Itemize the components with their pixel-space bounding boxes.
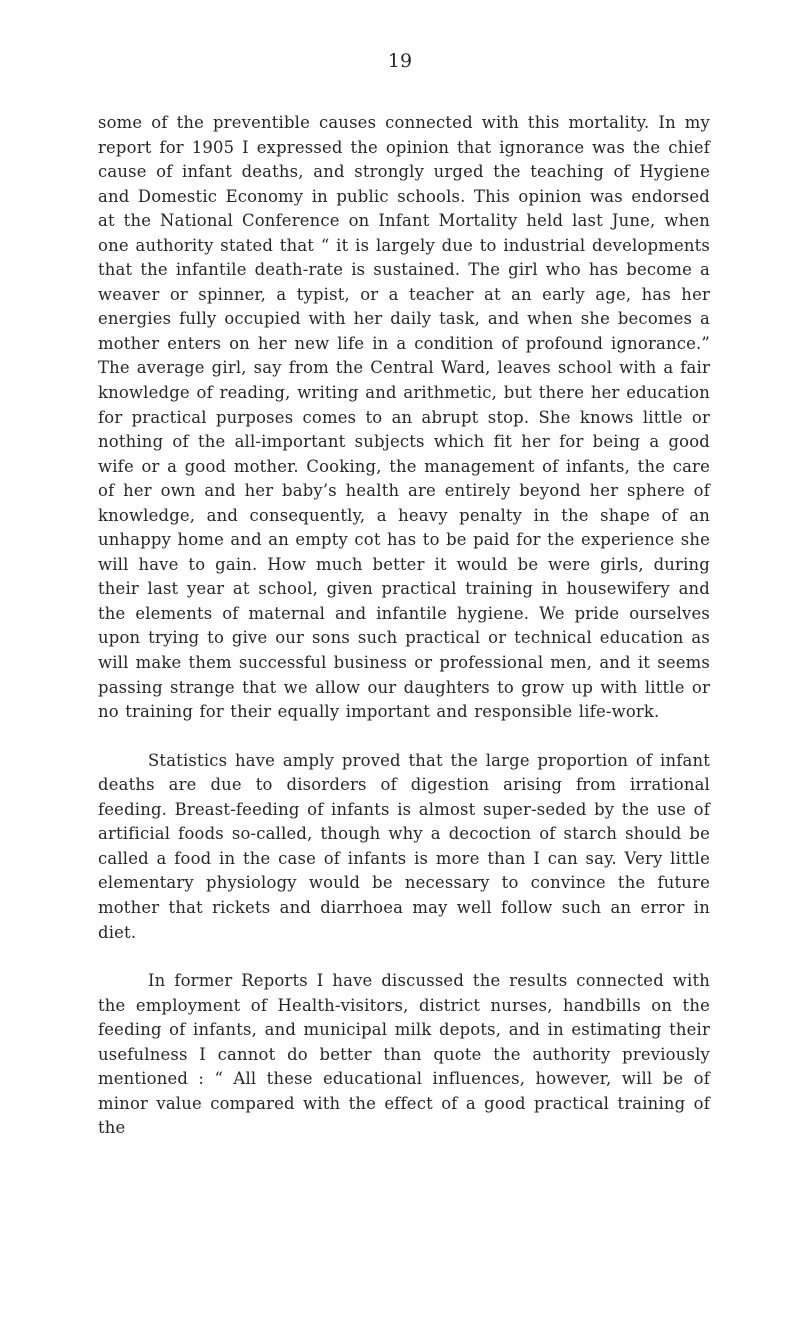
paragraph-ignorance-education: some of the preventible causes connected with this mortality. In my report for 1905 I expressed the opinion that ignorance was the chief cause of infant deaths, and strongly urged the teaching of Hygiene and Domestic Economy in public schools. This opinion was endorsed at the National Conference on Infant Mortality held last June, when one authority stated that “ it is largely due to industrial developments that the infantile death-rate is sustained. The girl who has become a weaver or spinner, a typist, or a teacher at an early age, has her energies fully occupied with her daily task, and when she becomes a mother enters on her new life in a condition of profound ignorance.” The average girl, say from the Central Ward, leaves school with a fair knowledge of reading, writing and arithmetic, but there her education for practical purposes comes to an abrupt stop. She knows little or nothing of the all-important subjects which fit her for being a good wife or a good mother. Cooking, the management of infants, the care of her own and her baby’s health are entirely beyond her sphere of knowledge, and consequently, a heavy penalty in the shape of an unhappy home and an empty cot has to be paid for the experience she will have to gain. How much better it would be were girls, during their last year at school, given practical training in housewifery and the elements of maternal and infantile hygiene. We pride ourselves upon trying to give our sons such practical or technical education as will make them successful business or professional men, and it seems passing strange that we allow our daughters to grow up with little or no training for their equally important and responsible life-work. — [98, 113, 710, 722]
body-text — [98, 111, 710, 1141]
page-number: 19 — [387, 50, 413, 72]
paragraph-health-visitors: In former Reports I have discussed the results connected with the employment of Health-visitors, district nurses, handbills on the feeding of infants, and municipal milk depots, and in estimating their usefulness I cannot do better than quote the authority previously mentioned : “ All these educational influences, however, will be of minor value compared with the effect of a good practical training of the — [98, 971, 710, 1138]
paragraph-infant-feeding: Statistics have amply proved that the large proportion of infant deaths are due to disorders of digestion arising from irrational feeding. Breast-feeding of infants is almost super-seded by the use of artificial foods so-called, though why a decoction of starch should be called a food in the case of infants is more than I can say. Very little elementary physiology would be necessary to convince the future mother that rickets and diarrhoea may well follow such an error in diet. — [98, 750, 710, 942]
